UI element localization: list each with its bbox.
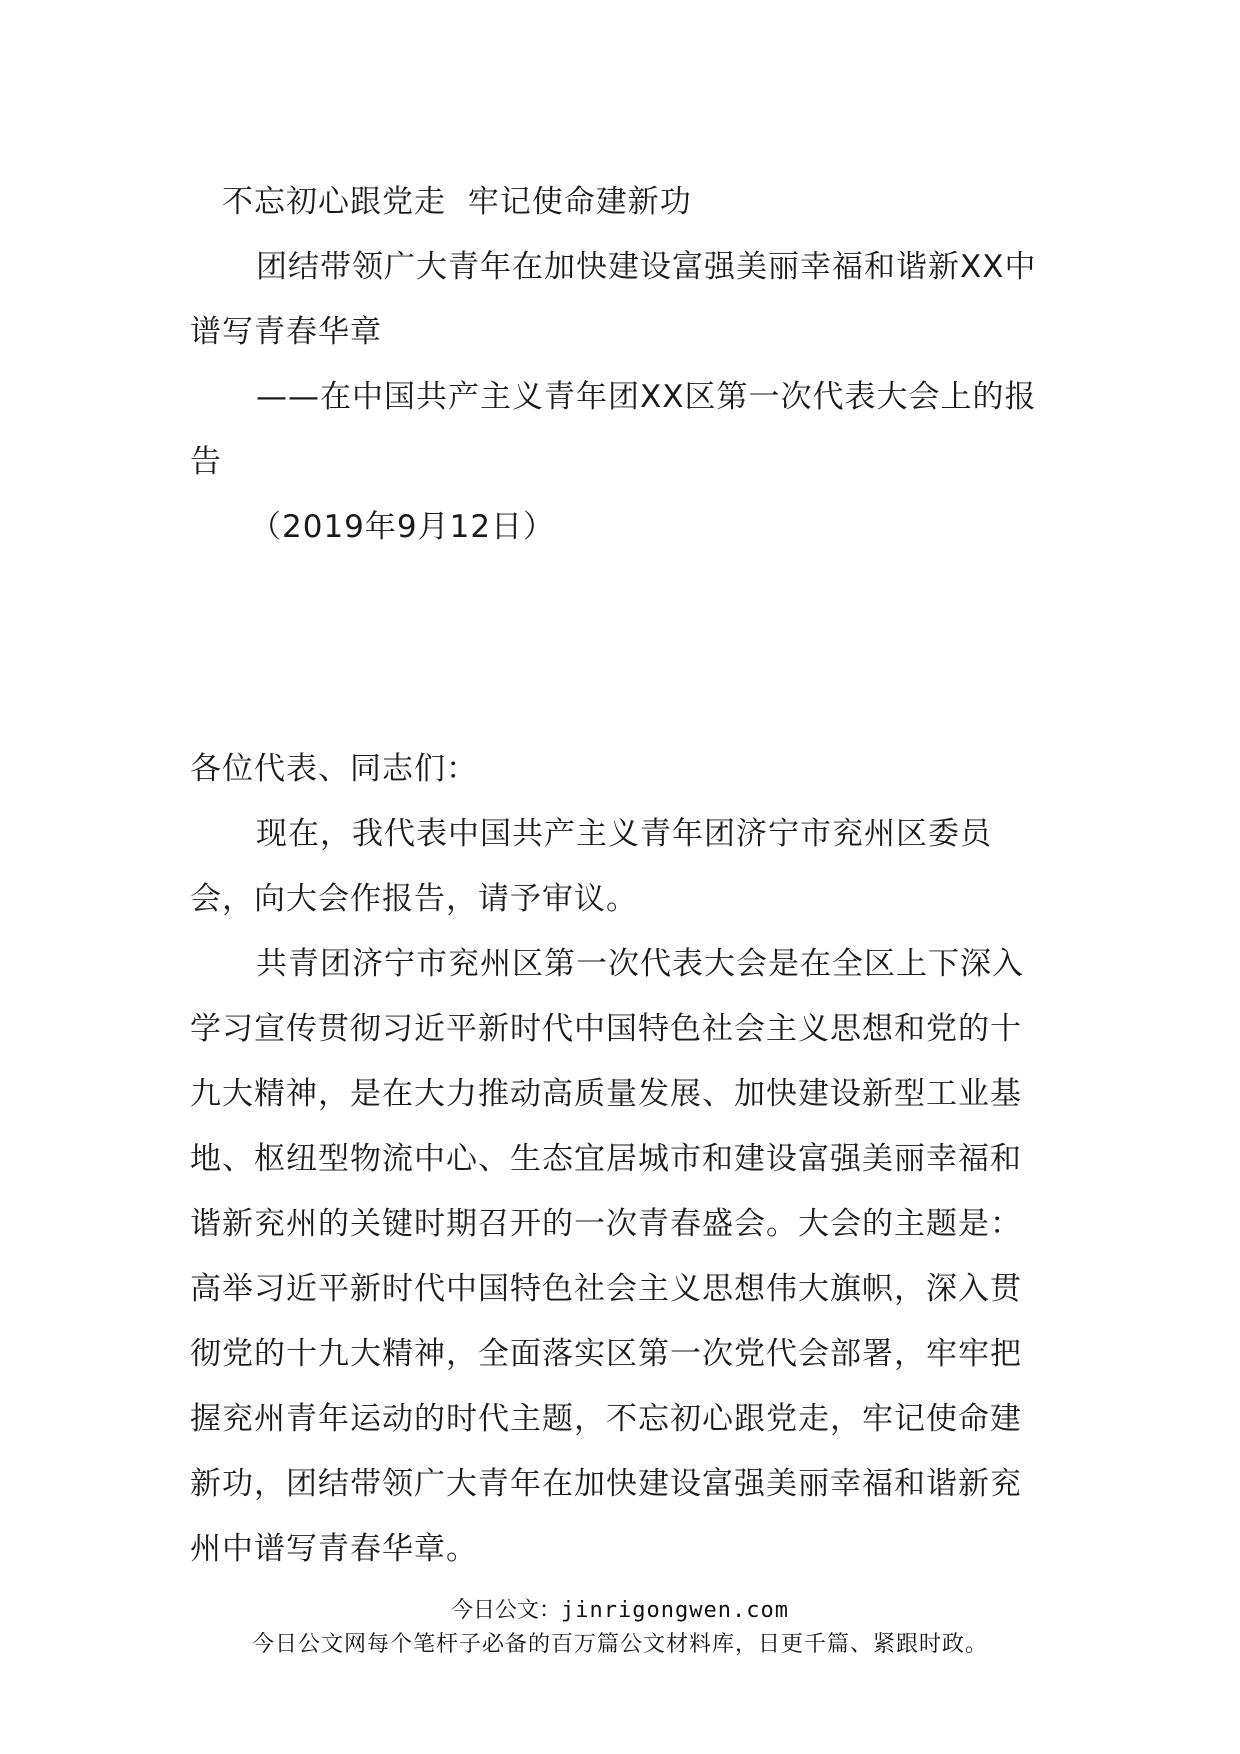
document-date: （2019年9月12日） [250, 509, 556, 545]
document-subtitle: 团结带领广大青年在加快建设富强美丽幸福和谐新XX中谱写青春华章 [190, 249, 1037, 350]
footer-site-label: 今日公文： [451, 1598, 562, 1623]
paragraph-1: 现在，我代表中国共产主义青年团济宁市兖州区委员会，向大会作报告，请予审议。 [190, 816, 992, 917]
document-title: 不忘初心跟党走 牢记使命建新功 [222, 184, 692, 220]
footer-slogan: 今日公文网每个笔杆子必备的百万篇公文材料库，日更千篇、紧跟时政。 [251, 1632, 988, 1657]
footer-site-line [0, 1596, 1240, 1626]
document-occasion: ——在中国共产主义青年团XX区第一次代表大会上的报告 [190, 379, 1037, 480]
salutation: 各位代表、同志们： [190, 751, 478, 787]
footer-site-url[interactable]: jinrigongwen.com [561, 1598, 789, 1623]
paragraph-2: 共青团济宁市兖州区第一次代表大会是在全区上下深入学习宣传贯彻习近平新时代中国特色社会主义思想和党的十九大精神，是在大力推动高质量发展、加快建设新型工业基地、枢纽型物流中心、生态宜居城市和建设富强美丽幸福和谐新兖州的关键时期召开的一次青春盛会。大会的主题是：高举习近平新时代中国特色社会主义思想伟大旗帜，深入贯彻党的十九大精神，全面落实区第一次党代会部署，牢牢把握兖州青年运动的时代主题，不忘初心跟党走，牢记使命建新功，团结带领广大青年在加快建设富强美丽幸福和谐新兖州中谱写青春华章。 [190, 946, 1024, 1567]
